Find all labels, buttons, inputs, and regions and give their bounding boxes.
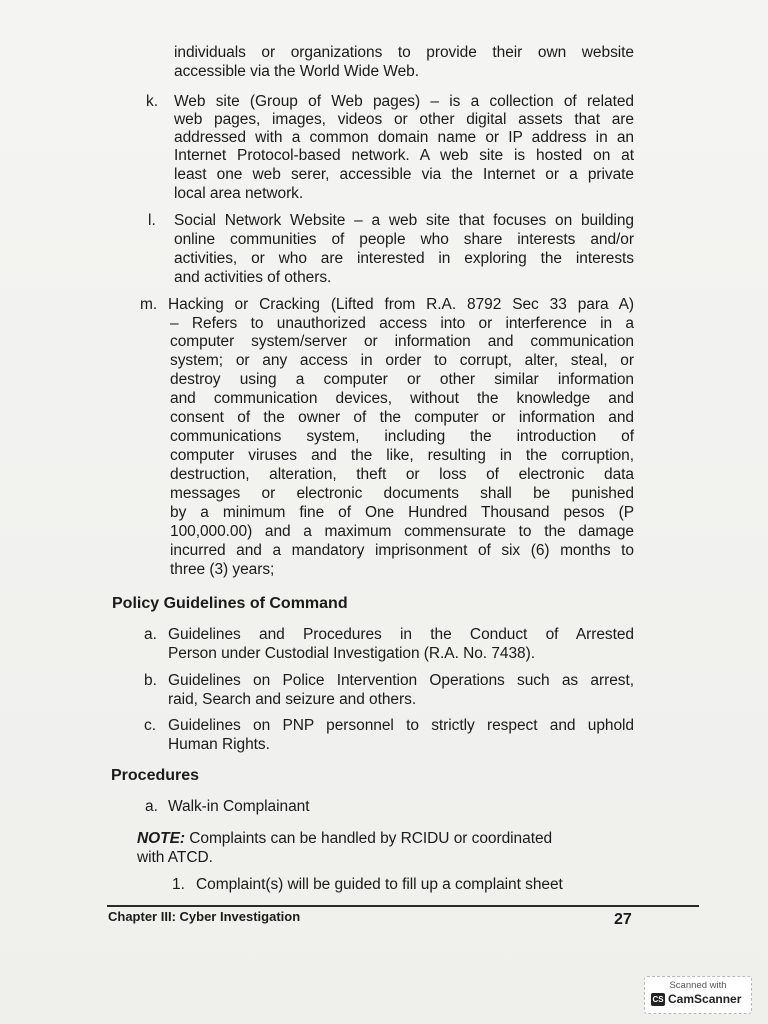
policy-item-a-line: Guidelines and Procedures in the Conduct of Arrested	[168, 626, 634, 643]
definition-l-marker: l.	[148, 212, 156, 229]
policy-heading: Policy Guidelines of Command	[112, 595, 348, 612]
definition-m-line: three (3) years;	[170, 561, 275, 578]
procedures-heading: Procedures	[111, 767, 200, 784]
definition-l-line: activities, or who are interested in exploring the interests	[174, 250, 634, 267]
policy-item-b-marker: b.	[144, 672, 157, 689]
policy-item-c-marker: c.	[144, 717, 157, 734]
intro-line: accessible via the World Wide Web.	[174, 63, 419, 80]
definition-m-line: computer system/server or information and communication	[170, 333, 634, 350]
definition-m-line: Hacking or Cracking (Lifted from R.A. 8792 Sec 33 para A)	[168, 296, 634, 313]
camscanner-badge	[644, 976, 752, 1014]
policy-item-c-line: Human Rights.	[168, 736, 270, 753]
definition-m-line: computer viruses and the like, resulting in the corruption,	[170, 447, 634, 464]
definition-k-line: Web site (Group of Web pages) – is a collection of related	[174, 93, 634, 110]
camscanner-logo-icon: CS	[652, 995, 664, 1004]
policy-item-b-line: Guidelines on Police Intervention Operations such as arrest,	[168, 672, 634, 689]
definition-k-line: Internet Protocol-based network. A web site is hosted on at	[174, 147, 634, 164]
procedure-a-marker: a.	[145, 798, 158, 815]
definition-m-line: destroy using a computer or other similar information	[170, 371, 634, 388]
definition-k-line: least one web serer, accessible via the Internet or a private	[174, 166, 634, 183]
definition-m-marker: m.	[140, 296, 158, 313]
note-label: NOTE:	[137, 830, 185, 847]
definition-m-line: and communication devices, without the knowledge and	[170, 390, 634, 407]
definition-m-line: by a minimum fine of One Hundred Thousand pesos (P	[170, 504, 634, 521]
definition-m-line: consent of the owner of the computer or information and	[170, 409, 634, 426]
footer-chapter: Chapter III: Cyber Investigation	[108, 909, 301, 924]
definition-m-line: incurred and a mandatory imprisonment of six (6) months to	[170, 542, 634, 559]
note-line	[137, 830, 552, 848]
policy-item-a-line: Person under Custodial Investigation (R.A. No. 7438).	[168, 645, 535, 662]
step-1-text: Complaint(s) will be guided to fill up a complaint sheet	[196, 876, 563, 893]
definition-m-line: system; or any access in order to corrupt, alter, steal, or	[170, 352, 634, 369]
definition-l-line: online communities of people who share interests and/or	[174, 231, 634, 248]
definition-k-line: web pages, images, videos or other digital assets that are	[174, 111, 634, 128]
badge-brand-name: CamScanner	[668, 992, 742, 1006]
intro-line: individuals or organizations to provide their own website	[174, 44, 634, 61]
definition-m-line: 100,000.00) and a maximum commensurate to the damage	[170, 523, 634, 540]
definition-k-marker: k.	[146, 93, 159, 110]
definition-m-line: – Refers to unauthorized access into or interference in a	[170, 315, 634, 332]
definition-m-line: messages or electronic documents shall be punished	[170, 485, 634, 502]
note-text: Complaints can be handled by RCIDU or coordinated	[184, 830, 553, 847]
page-number: 27	[614, 911, 632, 928]
note-line: with ATCD.	[137, 849, 213, 866]
step-1-marker: 1.	[172, 876, 185, 893]
policy-item-b-line: raid, Search and seizure and others.	[168, 691, 417, 708]
policy-item-c-line: Guidelines on PNP personnel to strictly respect and uphold	[168, 717, 634, 734]
definition-m-line: destruction, alteration, theft or loss of electronic data	[170, 466, 634, 483]
definition-k-line: local area network.	[174, 185, 304, 202]
policy-item-a-marker: a.	[144, 626, 157, 643]
badge-top-text: Scanned with	[669, 980, 727, 991]
definition-m-line: communications system, including the introduction of	[170, 428, 634, 445]
procedure-a-text: Walk-in Complainant	[168, 798, 310, 815]
definition-l-line: and activities of others.	[174, 269, 332, 286]
footer-rule	[107, 905, 699, 907]
definition-l-line: Social Network Website – a web site that focuses on building	[174, 212, 634, 229]
definition-k-line: addressed with a common domain name or IP address in an	[174, 129, 634, 146]
